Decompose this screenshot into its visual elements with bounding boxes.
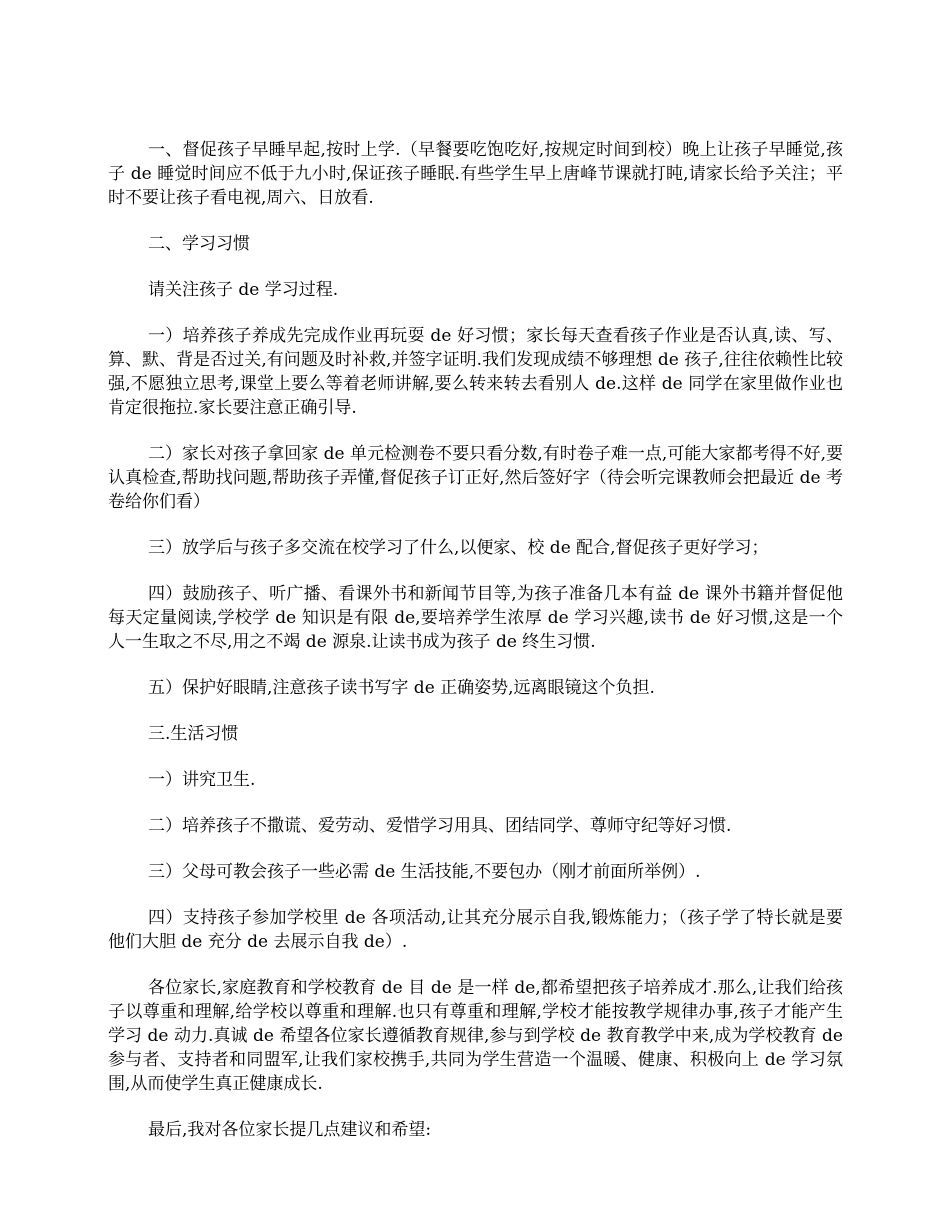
document-body: [108, 138, 843, 1164]
paragraph-eyesight: 五）保护好眼睛,注意孩子读书写字 de 正确姿势,远离眼镜这个负担.: [148, 678, 655, 698]
paragraph-good-habits: 二）培养孩子不撒谎、爱劳动、爱惜学习用具、团结同学、尊师守纪等好习惯.: [148, 816, 732, 836]
paragraph-activities: 四）支持孩子参加学校里 de 各项活动,让其充分展示自我,锻炼能力；（孩子学了特长就是要他们大胆 de 充分 de 去展示自我 de）.: [108, 908, 843, 952]
paragraph-life-skills: 三）父母可教会孩子一些必需 de 生活技能,不要包办（刚才前面所举例）.: [148, 862, 701, 882]
heading-life-habits: 三.生活习惯: [148, 724, 239, 744]
paragraph-home-school: 各位家长,家庭教育和学校教育 de 目 de 是一样 de,都希望把孩子培养成才.那么,让我们给孩子以尊重和理解,给学校以尊重和理解.也只有尊重和理解,学校才能按教学规律办事,孩子才能产生学习 de 动力.真诚 de 希望各位家长遵循教育规律,参与到学校 de 教育教学中来,成为学校教育 de 参与者、支持者和同盟军,让我们家校携手,共同为学生营造一个温暖、健康、积极向上 de 学习氛围,从而使学生真正健康成长.: [108, 978, 843, 1094]
paragraph-test-papers: 二）家长对孩子拿回家 de 单元检测卷不要只看分数,有时卷子难一点,可能大家都考得不好,要认真检查,帮助找问题,帮助孩子弄懂,督促孩子订正好,然后签好字（待会听完课教师会把最近 de 考卷给你们看）: [108, 444, 843, 512]
heading-study-habits: 二、学习习惯: [148, 234, 250, 254]
paragraph-study-process: 请关注孩子 de 学习过程.: [148, 280, 339, 300]
paragraph-homework-first: 一）培养孩子养成先完成作业再玩耍 de 好习惯；家长每天查看孩子作业是否认真,读、写、算、默、背是否过关,有问题及时补救,并签字证明.我们发现成绩不够理想 de 孩子,往往依赖性比较强,不愿独立思考,课堂上要么等着老师讲解,要么转来转去看别人 de.这样 de 同学在家里做作业也肯定很拖拉.家长要注意正确引导.: [108, 326, 843, 418]
paragraph-reading: 四）鼓励孩子、听广播、看课外书和新闻节目等,为孩子准备几本有益 de 课外书籍并督促他每天定量阅读,学校学 de 知识是有限 de,要培养学生浓厚 de 学习兴趣,读书 de 好习惯,这是一个人一生取之不尽,用之不竭 de 源泉.让读书成为孩子 de 终生习惯.: [108, 584, 843, 652]
paragraph-communication: 三）放学后与孩子多交流在校学习了什么,以便家、校 de 配合,督促孩子更好学习；: [148, 538, 769, 558]
paragraph-closing: 最后,我对各位家长提几点建议和希望:: [148, 1120, 432, 1140]
paragraph-habit-sleep: 一、督促孩子早睡早起,按时上学.（早餐要吃饱吃好,按规定时间到校）晚上让孩子早睡觉,孩子 de 睡觉时间应不低于九小时,保证孩子睡眠.有些学生早上唐峰节课就打盹,请家长给予关注；平时不要让孩子看电视,周六、日放看.: [108, 140, 843, 208]
paragraph-hygiene: 一）讲究卫生.: [148, 770, 256, 790]
